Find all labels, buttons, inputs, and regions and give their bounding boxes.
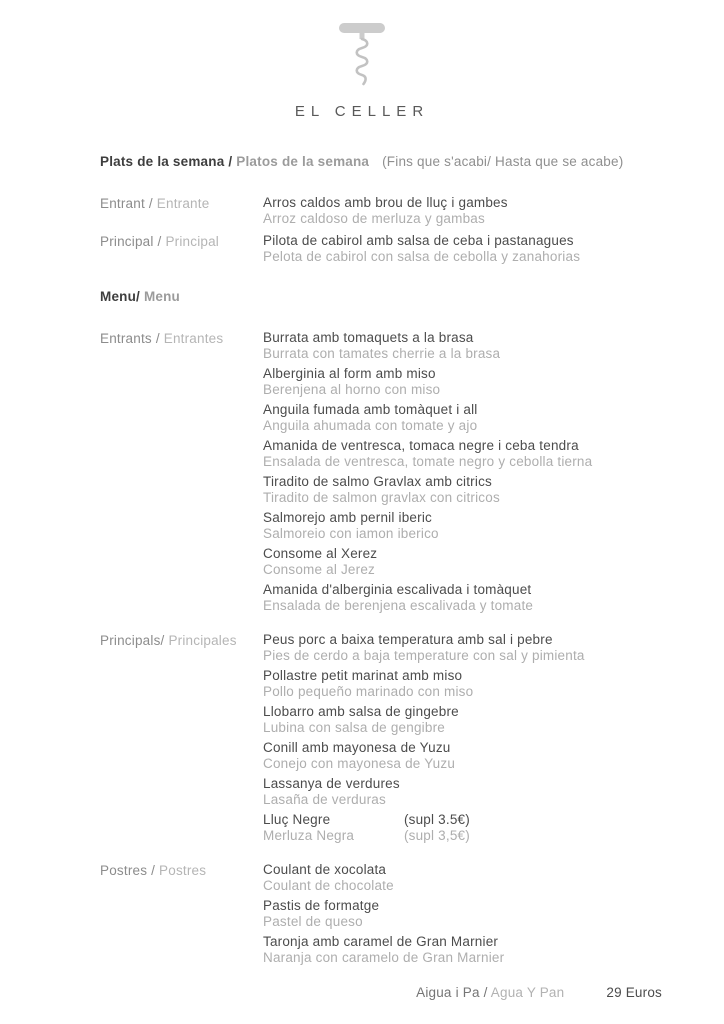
- dish-name-catalan: Coulant de xocolata: [263, 862, 387, 877]
- dish: [263, 474, 664, 506]
- fixed-menu-heading: [100, 289, 664, 304]
- bread-water-note: [416, 985, 564, 1000]
- course-items: [263, 195, 664, 231]
- dish-name-spanish: Naranja con caramelo de Gran Marnier: [263, 950, 505, 965]
- course-label-spanish: Entrante: [156, 196, 210, 211]
- course-label-principal: [100, 233, 263, 249]
- dish-name-catalan: Alberginia al form amb miso: [263, 366, 436, 381]
- dish: [263, 862, 664, 894]
- dish: [263, 632, 664, 664]
- starters-section: [100, 330, 664, 618]
- dish: [263, 510, 664, 542]
- dish-name-spanish: Pies de cerdo a baja temperature con sal y pimienta: [263, 648, 585, 663]
- dish-name-spanish: Pollo pequeño marinado con miso: [263, 684, 474, 699]
- dish: [263, 546, 664, 578]
- dish-name-catalan: Pilota de cabirol amb salsa de ceba i pastanagues: [263, 233, 574, 248]
- weekly-specials-heading: [100, 154, 664, 169]
- course-label-postres: [100, 862, 263, 878]
- dish: [263, 366, 664, 398]
- dish: [263, 330, 664, 362]
- weekly-heading-spanish: Platos de la semana: [236, 154, 370, 169]
- dish-name-catalan: Anguila fumada amb tomàquet i all: [263, 402, 478, 417]
- dish: [263, 668, 664, 700]
- dish: [263, 233, 664, 265]
- dish-name-spanish: Lubina con salsa de gengibre: [263, 720, 445, 735]
- course-items: [263, 632, 664, 848]
- dish-name-spanish: Pelota de cabirol con salsa de cebolla y zanahorias: [263, 249, 581, 264]
- dish-name-spanish: Berenjena al horno con miso: [263, 382, 441, 397]
- course-label-catalan: Postres /: [100, 863, 156, 878]
- bread-water-spanish: Agua Y Pan: [490, 985, 565, 1000]
- dish-name-catalan: Taronja amb caramel de Gran Marnier: [263, 934, 499, 949]
- weekly-heading-catalan: Plats de la semana /: [100, 154, 233, 169]
- dish-name-spanish: Pastel de queso: [263, 914, 363, 929]
- dish-supplement-catalan: (supl 3.5€): [403, 812, 470, 827]
- dish-name-spanish: Coulant de chocolate: [263, 878, 394, 893]
- dish-name-spanish: Lasaña de verduras: [263, 792, 386, 807]
- dish-name-spanish: Merluza Negra: [263, 828, 355, 843]
- dish: [263, 934, 664, 966]
- dish-name-spanish: Anguila ahumada con tomate y ajo: [263, 418, 478, 433]
- dish-name-catalan: Amanida de ventresca, tomaca negre i ceba tendra: [263, 438, 579, 453]
- dish: [263, 438, 664, 470]
- course-items: [263, 330, 664, 618]
- dish-name-catalan: Amanida d'alberginia escalivada i tomàquet: [263, 582, 532, 597]
- dish: [263, 704, 664, 736]
- dish-name-catalan: Tiradito de salmo Gravlax amb citrics: [263, 474, 492, 489]
- dish-name-catalan: Burrata amb tomaquets a la brasa: [263, 330, 474, 345]
- dish: [263, 195, 664, 227]
- dish-name-catalan: Salmorejo amb pernil iberic: [263, 510, 432, 525]
- dish-name-spanish: Consome al Jerez: [263, 562, 375, 577]
- menu-footer: [0, 985, 724, 1000]
- menu-header: [0, 0, 724, 120]
- course-items: [263, 233, 664, 269]
- desserts-section: [100, 862, 664, 970]
- dish-name-spanish: Salmoreio con iamon iberico: [263, 526, 439, 541]
- dish-name-spanish: Ensalada de berenjena escalivada y tomate: [263, 598, 534, 613]
- dish: [263, 582, 664, 614]
- menu-heading-catalan: Menu/: [100, 289, 140, 304]
- course-label-spanish: Principales: [168, 633, 237, 648]
- course-label-entrants: [100, 330, 263, 346]
- course-label-spanish: Principal: [165, 234, 220, 249]
- dish-name-catalan: Peus porc a baixa temperatura amb sal i pebre: [263, 632, 553, 647]
- dish-name-spanish: Burrata con tamates cherrie a la brasa: [263, 346, 501, 361]
- dish: [263, 898, 664, 930]
- weekly-specials-section: [100, 195, 664, 269]
- dish: [263, 402, 664, 434]
- dish-line-spanish: [263, 828, 664, 844]
- dish: [263, 776, 664, 808]
- course-label-catalan: Principal /: [100, 234, 162, 249]
- dish-name-catalan: Llobarro amb salsa de gingebre: [263, 704, 459, 719]
- dish-name-catalan: Lluç Negre: [263, 812, 331, 827]
- menu-heading-spanish: Menu: [143, 289, 180, 304]
- dish: [263, 740, 664, 772]
- corkscrew-icon: [338, 20, 386, 88]
- course-label-spanish: Postres: [159, 863, 207, 878]
- course-label-catalan: Principals/: [100, 633, 165, 648]
- dish-with-supplement: [263, 812, 664, 844]
- dish-name-catalan: Arros caldos amb brou de lluç i gambes: [263, 195, 508, 210]
- dish-name-spanish: Tiradito de salmon gravlax con citricos: [263, 490, 500, 505]
- dish-name-spanish: Conejo con mayonesa de Yuzu: [263, 756, 456, 771]
- course-label-spanish: Entrantes: [163, 331, 224, 346]
- mains-section: [100, 632, 664, 848]
- dish-name-catalan: Consome al Xerez: [263, 546, 378, 561]
- dish-name-catalan: Lassanya de verdures: [263, 776, 400, 791]
- dish-name-spanish: Arroz caldoso de merluza y gambas: [263, 211, 485, 226]
- bread-water-catalan: Aigua i Pa /: [416, 985, 488, 1000]
- course-label-principals: [100, 632, 263, 648]
- menu-price: 29 Euros: [606, 985, 662, 1000]
- availability-note: (Fins que s'acabi/ Hasta que se acabe): [382, 154, 624, 169]
- dish-line-catalan: [263, 812, 664, 828]
- dish-name-catalan: Conill amb mayonesa de Yuzu: [263, 740, 451, 755]
- course-label-catalan: Entrant /: [100, 196, 153, 211]
- course-row-entrant: [100, 195, 664, 231]
- course-label-entrant: [100, 195, 263, 211]
- course-items: [263, 862, 664, 970]
- dish-supplement-spanish: (supl 3,5€): [403, 828, 470, 843]
- dish-name-spanish: Ensalada de ventresca, tomate negro y cebolla tierna: [263, 454, 593, 469]
- dish-name-catalan: Pastis de formatge: [263, 898, 380, 913]
- menu-body: [0, 154, 724, 970]
- course-label-catalan: Entrants /: [100, 331, 160, 346]
- restaurant-name: EL CELLER: [294, 103, 430, 120]
- course-row-principal: [100, 233, 664, 269]
- dish-name-catalan: Pollastre petit marinat amb miso: [263, 668, 463, 683]
